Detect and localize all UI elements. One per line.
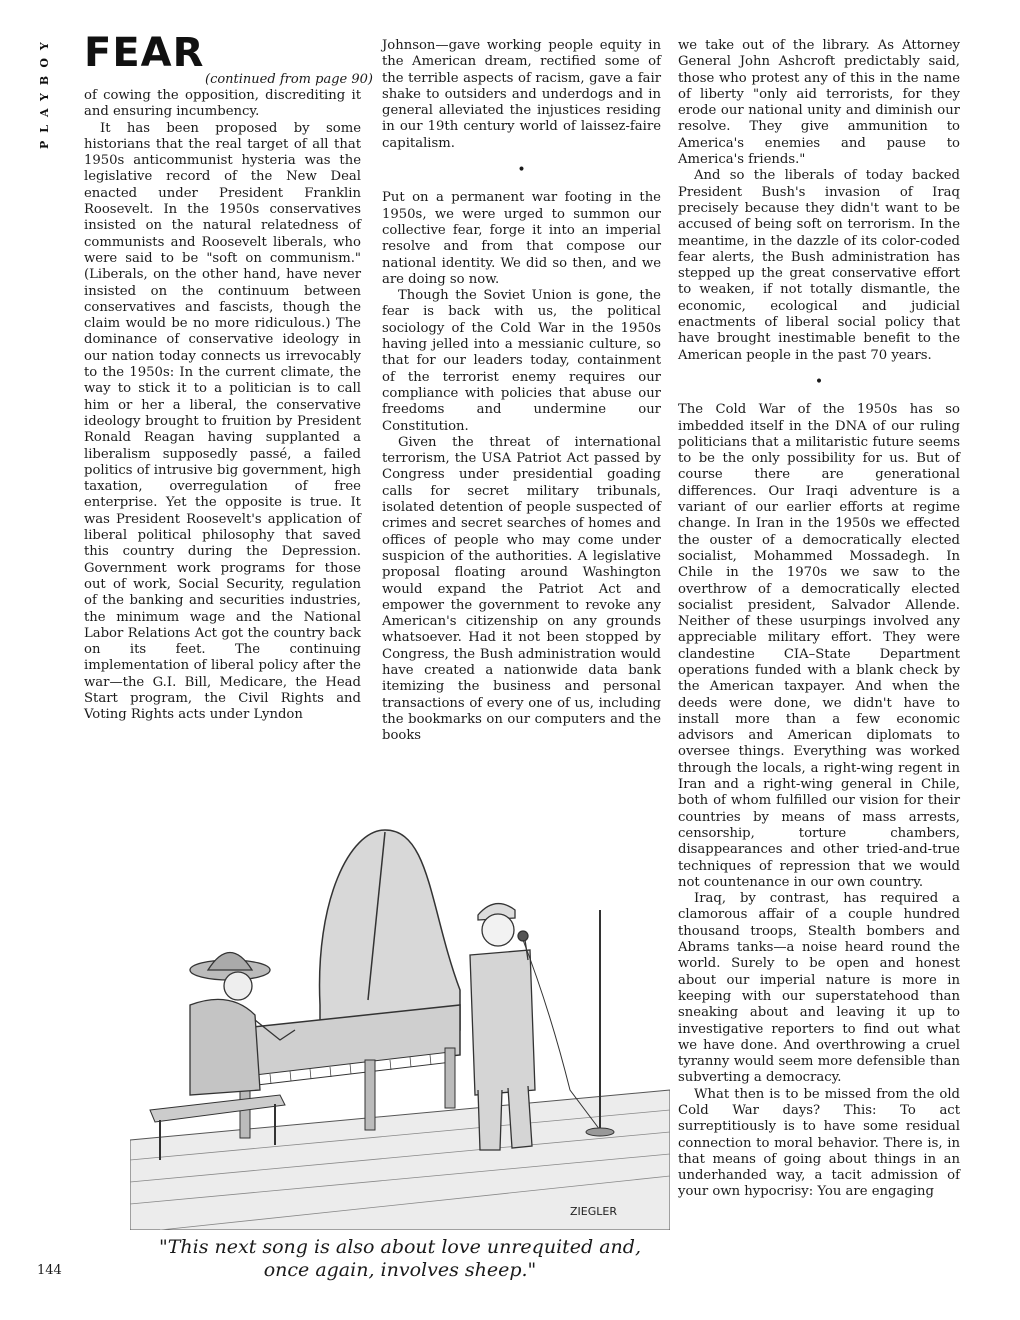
paragraph: of cowing the opposition, discrediting it and ensuring incumbency. bbox=[84, 88, 361, 120]
cartoonist-signature: ZIEGLER bbox=[570, 1205, 617, 1218]
text-column-1 bbox=[84, 88, 361, 724]
caption-line: "This next song is also about love unrequited and, bbox=[158, 1236, 641, 1258]
paragraph: Put on a permanent war footing in the 1950s, we were urged to summon our collective fear, forge it into an imperial resolve and from that compose our national identity. We did so then, and we are doing so now. bbox=[382, 190, 661, 287]
section-break-dot: • bbox=[814, 373, 824, 390]
paragraph: Given the threat of international terrorism, the USA Patriot Act passed by Congress under presidential goading calls for secret military tribunals, isolated detention of people suspected of crimes and secret searches of homes and offices of people who may come under suspicion of the authorities. A legislative proposal floating around Washington would expand the Patriot Act and empower the government to revoke any American's citizenship on any grounds whatsoever. Had it not been stopped by Congress, the Bush administration would have created a nationwide data bank itemizing the business and personal transactions of every one of us, including the bookmarks on our computers and the books bbox=[382, 434, 661, 744]
cartoon-caption bbox=[150, 1236, 650, 1282]
caption-line: once again, involves sheep." bbox=[263, 1259, 537, 1281]
cartoon-illustration bbox=[130, 790, 670, 1230]
paragraph: Iraq, by contrast, has required a clamorous affair of a couple hundred thousand troops, Stealth bombers and Abrams tanks—a noise heard round the world. Surely to be open and honest about our imperial nature is more in keeping with our superstatehood than sneaking about and leaving it up to investigative reporters to find out what we have done. And overthrowing a cruel tyranny would seem more defensible than subverting a democracy. bbox=[678, 891, 960, 1086]
paragraph: What then is to be missed from the old Cold War days? This: To act surreptitiously is to have some residual connection to moral behavior. There is, in that means of going about things in an underhanded way, a tacit admission of your own hypocrisy: You are engaging bbox=[678, 1086, 960, 1200]
magazine-section-label: PLAYBOY bbox=[38, 34, 51, 149]
paragraph: we take out of the library. As Attorney General John Ashcroft predictably said, those who protest any of this in the name of liberty "only aid terrorists, for they erode our national unity and diminish our resolve. They give ammunition to America's enemies and pause to America's friends." bbox=[678, 38, 960, 168]
paragraph: And so the liberals of today backed President Bush's invasion of Iraq precisely because they didn't want to be accused of being soft on terrorism. In the meantime, in the dazzle of its color-coded fear alerts, the Bush administration has stepped up the great conservative effort to weaken, if not totally dismantle, the economic, ecological and judicial enactments of liberal social policy that have brought inestimable benefit to the American people in the past 70 years. bbox=[678, 168, 960, 363]
paragraph: Johnson—gave working people equity in the American dream, rectified some of the terrible aspects of racism, gave a fair shake to outsiders and underdogs and in general alleviated the injustices residing in our 19th century world of laissez-faire capitalism. bbox=[382, 38, 661, 151]
paragraph: The Cold War of the 1950s has so imbedded itself in the DNA of our ruling politicians that a militaristic future seems to be the only possibility for us. But of course there are generational differences. Our Iraqi adventure is a variant of our earlier efforts at regime change. In Iran in the 1950s we effected the ouster of a democratically elected socialist, Mohammed Mossadegh. In Chile in the 1970s we saw to the overthrow of a democratically elected socialist president, Salvador Allende. Neither of these usurpings involved any appreciable military effort. They were clandestine CIA–State Department operations funded with a blank check by the American taxpayer. And when the deeds were done, we didn't have to install more than a few economic advisors and American diplomats to oversee things. Everything was worked through the locals, a right-wing regent in Iran and a right-wing general in Chile, both of whom fulfilled our vision for their countries by means of mass arrests, censorship, torture chambers, disappearances and other tried-and-true techniques of repression that we would not countenance in our own country. bbox=[678, 402, 960, 890]
page-number: 144 bbox=[37, 1263, 62, 1278]
piano-drawing bbox=[225, 830, 460, 1138]
article-headline: FEAR bbox=[84, 30, 205, 76]
text-column-3 bbox=[678, 38, 960, 1201]
text-column-2 bbox=[382, 38, 661, 744]
paragraph: It has been proposed by some historians that the real target of all that 1950s anticommunist hysteria was the legislative record of the New Deal enacted under President Franklin Roosevelt. In the 1950s conservatives insisted on the natural relatedness of communists and Roosevelt liberals, who were said to be "soft on communism." (Liberals, on the other hand, have never insisted on the continuum between conservatives and fascists, though the claim would be no more ridiculous.) The dominance of conservative ideology in our nation today connects us irrevocably to the 1950s: In the current climate, the way to stick it to a politician is to call him or her a liberal, the conservative ideology brought to fruition by President Ronald Reagan having supplanted a liberalism supposedly passé, a failed politics of intrusive big government, high taxation, overregulation of free enterprise. Yet the opposite is true. It was President Roosevelt's application of liberal political philosophy that saved this country during the Depression. Government work programs for those out of work, Social Security, regulation of the banking and securities industries, the minimum wage and the National Labor Relations Act got the country back on its feet. The continuing implementation of liberal policy after the war—the G.I. Bill, Medicare, the Head Start program, the Civil Rights and Voting Rights acts under Lyndon bbox=[84, 120, 361, 723]
section-break-dot: • bbox=[517, 162, 526, 179]
paragraph: Though the Soviet Union is gone, the fear is back with us, the political sociology of the Cold War in the 1950s having jelled into a messianic culture, so that for our leaders today, containment of the terrorist enemy requires our compliance with policies that abuse our freedoms and undermine our Constitution. bbox=[382, 288, 661, 434]
continued-note: (continued from page 90) bbox=[205, 72, 373, 87]
